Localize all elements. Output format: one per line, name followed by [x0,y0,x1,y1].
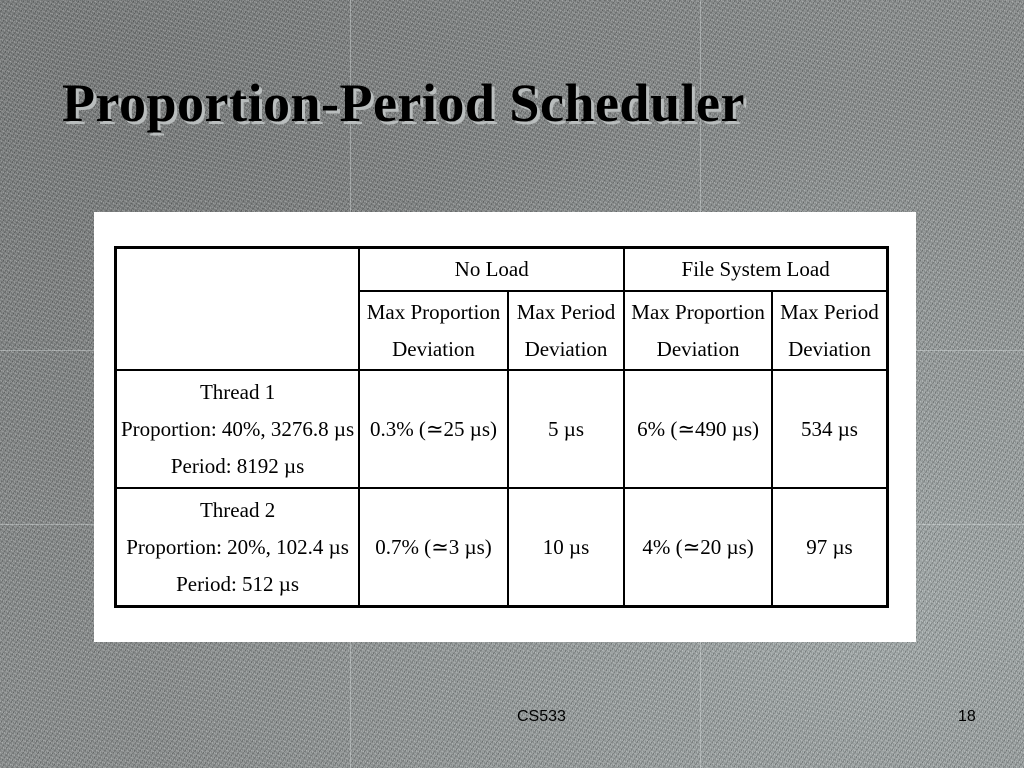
table-header-row [116,248,888,291]
table-panel [94,212,916,642]
thread-1-no-load-proportion-deviation: 0.3% (≃25 µs) [359,370,508,488]
subheader-line: Max Period [780,299,879,324]
group-header-no-load: No Load [359,248,624,291]
subheader-fs-load-max-proportion-deviation [624,291,772,371]
subheader-no-load-max-period-deviation [508,291,624,371]
slide-title: Proportion-Period Scheduler [62,73,745,133]
thread-2-proportion: Proportion: 20%, 102.4 µs [126,534,349,559]
table-row-thread-1 [116,370,888,488]
table-corner-cell [116,248,360,371]
subheader-line: Deviation [524,336,608,361]
footer-course-label: CS533 [517,708,566,725]
subheader-fs-load-max-period-deviation [772,291,888,371]
thread-2-fs-load-proportion-deviation: 4% (≃20 µs) [624,488,772,606]
thread-1-fs-load-proportion-deviation: 6% (≃490 µs) [624,370,772,488]
thread-2-name: Thread 2 [199,498,276,523]
thread-1-name: Thread 1 [199,380,276,405]
results-table [114,246,889,608]
thread-1-period: Period: 8192 µs [170,453,305,478]
slide-page-number: 18 [958,708,976,725]
subheader-line: Deviation [392,336,475,361]
thread-1-label-cell [116,370,360,488]
group-header-file-system-load: File System Load [624,248,887,291]
thread-2-no-load-period-deviation: 10 µs [508,488,624,606]
subheader-no-load-max-proportion-deviation [359,291,508,371]
thread-1-fs-load-period-deviation: 534 µs [772,370,888,488]
thread-1-proportion: Proportion: 40%, 3276.8 µs [121,416,355,441]
thread-2-label-cell [116,488,360,606]
thread-2-no-load-proportion-deviation: 0.7% (≃3 µs) [359,488,508,606]
thread-1-no-load-period-deviation: 5 µs [508,370,624,488]
subheader-line: Deviation [788,336,871,361]
subheader-line: Max Period [516,299,616,324]
subheader-line: Max Proportion [366,299,501,324]
subheader-line: Max Proportion [631,299,765,324]
thread-2-period: Period: 512 µs [176,571,300,596]
table-row-thread-2 [116,488,888,606]
thread-2-fs-load-period-deviation: 97 µs [772,488,888,606]
subheader-line: Deviation [656,336,740,361]
